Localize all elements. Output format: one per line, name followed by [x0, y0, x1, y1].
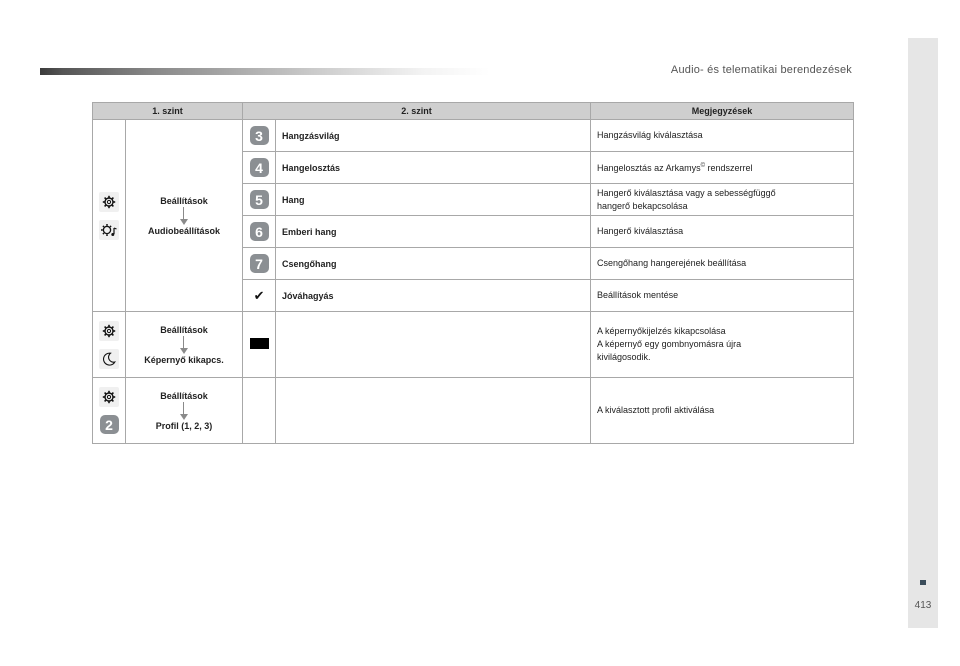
note-text: A kiválasztott profil aktiválása	[591, 378, 854, 444]
note-text: Csengőhang hangerejének beállítása	[591, 248, 854, 280]
copyright-mark: ©	[700, 163, 705, 169]
level1-screen-off-label: Képernyő kikapcs.	[144, 354, 224, 365]
page-header-title: Audio- és telematikai berendezések	[670, 64, 852, 76]
note-text: Beállítások mentése	[591, 280, 854, 312]
level1-audio-settings-label: Audiobeállítások	[148, 225, 221, 236]
header-level1: 1. szint	[93, 103, 243, 120]
down-arrow-icon	[179, 207, 189, 225]
page-number: 413	[914, 600, 932, 611]
gear-icon	[99, 192, 119, 212]
number-badge-4: 4	[250, 158, 269, 177]
badge-cell	[243, 120, 276, 152]
level2-label: Csengőhang	[276, 248, 591, 280]
level2-label: Jóváhagyás	[276, 280, 591, 312]
header-notes: Megjegyzések	[591, 103, 854, 120]
level1-settings-label: Beállítások	[160, 324, 208, 335]
group1-level1	[126, 120, 243, 312]
badge-cell	[243, 280, 276, 312]
group3-level1	[126, 378, 243, 444]
note-line: hangerő bekapcsolása	[597, 200, 688, 211]
empty-cell	[276, 378, 591, 444]
badge-cell	[243, 184, 276, 216]
note-line: Hangerő kiválasztása vagy a sebességfüggő	[597, 187, 776, 198]
level1-settings-label: Beállítások	[160, 390, 208, 401]
number-badge-3: 3	[250, 126, 269, 145]
note-line: kivilágosodik.	[597, 352, 651, 362]
badge-cell	[243, 248, 276, 280]
note-line: A képernyőkijelzés kikapcsolása	[597, 326, 726, 336]
badge-cell	[243, 216, 276, 248]
group2-icons	[93, 312, 126, 378]
header-gradient-bar	[40, 68, 490, 75]
moon-icon	[99, 349, 119, 369]
gear-icon	[99, 387, 119, 407]
level2-label: Emberi hang	[276, 216, 591, 248]
empty-cell	[276, 312, 591, 378]
level2-label: Hangelosztás	[276, 152, 591, 184]
note-line: A képernyő egy gombnyomásra újra	[597, 339, 742, 349]
page-sidebar-strip	[908, 38, 938, 628]
note-text: Hangzásvilág kiválasztása	[591, 120, 854, 152]
table-row	[93, 378, 854, 444]
note-suffix: rendszerrel	[705, 163, 753, 173]
number-badge-7: 7	[250, 254, 269, 273]
number-badge-2: 2	[100, 415, 119, 434]
table-header-row	[93, 103, 854, 120]
header-level2: 2. szint	[243, 103, 591, 120]
gear-music-icon	[99, 220, 119, 240]
note-prefix: Hangelosztás az Arkamys	[597, 163, 701, 173]
checkmark-icon: ✔	[253, 287, 265, 303]
level2-label: Hangzásvilág	[276, 120, 591, 152]
level2-label: Hang	[276, 184, 591, 216]
gear-icon	[99, 321, 119, 341]
note-text: Hangerő kiválasztása	[591, 216, 854, 248]
black-screen-icon	[250, 338, 269, 349]
down-arrow-icon	[179, 336, 189, 354]
number-badge-6: 6	[250, 222, 269, 241]
group3-icons	[93, 378, 126, 444]
table-row	[93, 120, 854, 152]
screen-off-icon-cell	[243, 312, 276, 378]
number-badge-5: 5	[250, 190, 269, 209]
note-text	[591, 152, 854, 184]
note-text	[591, 184, 854, 216]
page-marker	[920, 580, 926, 585]
group2-level1	[126, 312, 243, 378]
level1-profile-label: Profil (1, 2, 3)	[155, 420, 213, 431]
note-text	[591, 312, 854, 378]
down-arrow-icon	[179, 402, 189, 420]
settings-table	[92, 102, 854, 444]
table-row	[93, 312, 854, 378]
empty-cell	[243, 378, 276, 444]
level1-settings-label: Beállítások	[160, 195, 208, 206]
badge-cell	[243, 152, 276, 184]
group1-icons	[93, 120, 126, 312]
